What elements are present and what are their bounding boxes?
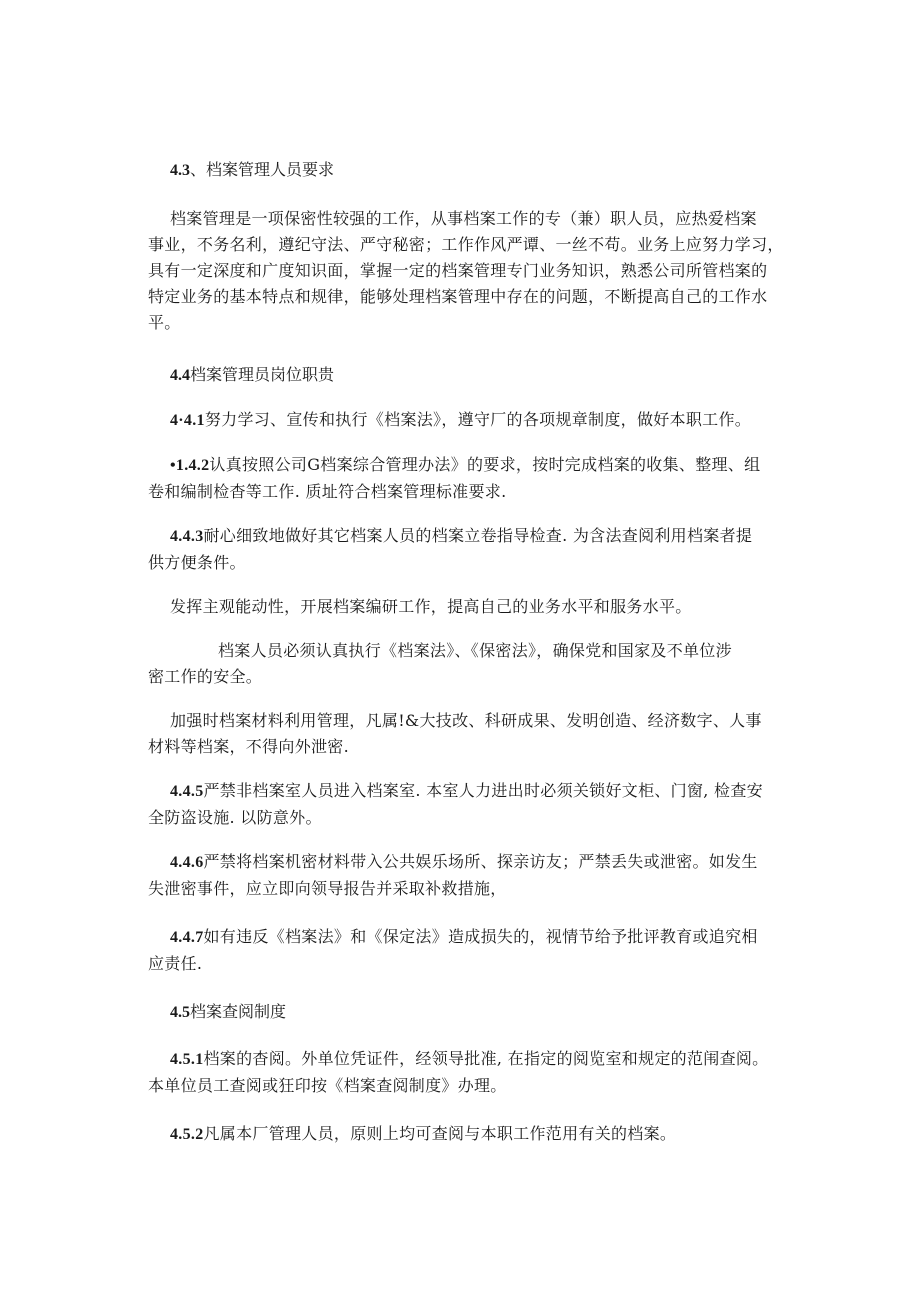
paragraph-personnel (148, 638, 788, 690)
paragraph-develop (170, 594, 788, 620)
section-number: 4.4 (170, 367, 190, 384)
clause-line: 应责任. (148, 954, 203, 973)
clause-4-5-2 (170, 1121, 788, 1148)
clause-line (170, 778, 788, 805)
clause-line (170, 849, 788, 876)
section-number: 4.5 (170, 1004, 190, 1021)
clause-number: •1.4.2 (170, 457, 210, 474)
clause-text: 如有违反《档案法》和《保定法》造成损失的，视情节给予批评教育或追究相 (203, 927, 758, 946)
clause-4-4-2 (148, 452, 788, 505)
paragraph-strengthen (148, 708, 788, 760)
paragraph-line: 具有一定深度和广度知识面，掌握一定的档案管理专门业务知识，熟悉公司所管档案的 (148, 261, 768, 280)
paragraph-line: 档案人员必须认真执行《档案法》、《保密法》，确保党和国家及不单位涉 (218, 641, 732, 660)
clause-line: 供方便条件。 (148, 553, 246, 572)
clause-4-5-1 (148, 1046, 788, 1099)
clause-text: 严禁非档案室人员进入档案室. 本室人力进出时必须关锁好文柜、门窗, 检查安 (203, 781, 763, 800)
paragraph-line: 加强时档案材料利用管理，凡属!&大技改、科研成果、发明创造、经济数字、人事 (170, 711, 762, 730)
clause-line (170, 1046, 788, 1073)
section-title: 档案管理员岗位职贵 (190, 365, 335, 384)
clause-number: 4·4.1 (170, 412, 205, 429)
clause-number: 4.4.7 (170, 929, 204, 946)
paragraph-line: 事业，不务名利，遵纪守法、严守秘密；工作作风严谭、一丝不苟。业务上应努力学习， (148, 235, 784, 254)
clause-text: 认真按照公司G档案综合管理办法》的要求，按时完成档案的收集、整理、组 (209, 455, 761, 474)
clause-text: 努力学习、宣传和执行《档案法》，遵守厂的各项规章制度，做好本职工作。 (204, 410, 752, 429)
clause-4-4-1 (170, 407, 788, 434)
clause-number: 4.5.1 (170, 1051, 204, 1068)
clause-line (170, 523, 788, 550)
clause-text: 耐心细致地做好其它档案人员的档案立卷指导检查. 为含法查阅利用档案者提 (203, 526, 753, 545)
document-content (148, 157, 788, 1168)
paragraph-line: 特定业务的基本特点和规律，能够处理档案管理中存在的问题，不断提高自己的工作水平。 (148, 287, 768, 332)
paragraph-line: 材料等档案，不得向外泄密. (148, 737, 349, 756)
clause-number: 4.4.6 (170, 854, 204, 871)
clause-number: 4.5.2 (170, 1126, 204, 1143)
clause-4-4-3 (148, 523, 788, 576)
section-heading-4-4 (170, 362, 788, 389)
clause-text: 严禁将档案机密材料带入公共娱乐场所、探亲访友；严禁丢失或泄密。如发生 (203, 852, 758, 871)
section-number: 4.3 (170, 162, 190, 179)
section-title: 、档案管理人员要求 (190, 160, 335, 179)
paragraph-staff-requirements (148, 206, 788, 336)
clause-line: 卷和编制检杳等工作. 质址符合档案管理标准要求. (148, 482, 507, 501)
clause-line (170, 452, 788, 479)
clause-line: 全防盗设施. 以防意外。 (148, 808, 322, 827)
clause-4-4-5 (148, 778, 788, 831)
section-heading-4-3 (170, 157, 788, 184)
clause-line (170, 924, 788, 951)
clause-4-4-7 (148, 924, 788, 977)
clause-line: 本单位员工查阅或狂印按《档案查阅制度》办理。 (148, 1076, 507, 1095)
clause-number: 4.4.3 (170, 528, 204, 545)
clause-number: 4.4.5 (170, 783, 204, 800)
clause-text: 凡属本厂管理人员，原则上均可查阅与本职工作范用有关的档案。 (203, 1124, 677, 1143)
clause-text: 档案的杳阅。外单位凭证件，经领导批准, 在指定的阅览室和规定的范闱查阅。 (203, 1049, 769, 1068)
paragraph-line: 发挥主观能动性，开展档案编研工作，提高自己的业务水平和服务水平。 (170, 597, 692, 616)
section-title: 档案查阅制度 (190, 1002, 287, 1021)
clause-line: 失泄密事件，应立即向领导报告并采取补救措施， (148, 879, 507, 898)
paragraph-line: 密工作的安全。 (148, 667, 263, 686)
section-heading-4-5 (170, 999, 788, 1026)
clause-4-4-6 (148, 849, 788, 902)
paragraph-line: 档案管理是一项保密性较强的工作，从事档案工作的专（兼）职人员，应热爱档案 (170, 209, 757, 228)
